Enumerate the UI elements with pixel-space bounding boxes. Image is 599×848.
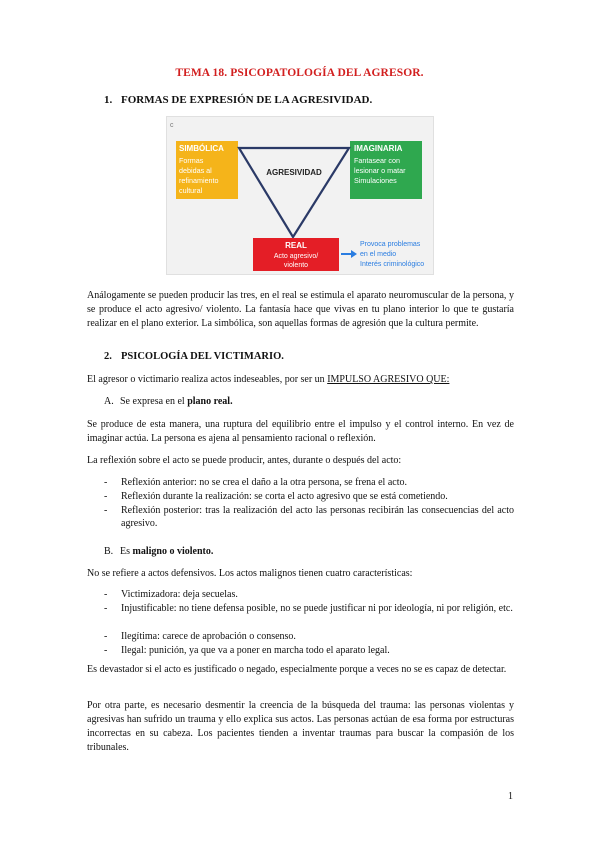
subsection-b-text: Es [120,546,133,557]
triangle-center-label: AGRESIVIDAD [266,168,322,177]
list-item: - Reflexión posterior: tras la realización del acto las personas recibirán las consecuencias del acto agresivo. [104,505,514,529]
subsection-a-letter: A. [104,396,114,407]
consequence-arrow-head [351,250,357,258]
paragraph-ruptura: Se produce de esta manera, una ruptura del equilibrio entre el impulso y el control interno. En vez de imaginar actúa. La persona es ajena al pensamiento racional o reflexión. [87,419,514,444]
imaginaria-title: IMAGINARIA [354,144,403,153]
paragraph-agresor [87,373,514,387]
section-2-title: PSICOLOGÍA DEL VICTIMARIO. [121,351,284,362]
list-item-text: Reflexión durante la realización: se corta el acto agresivo que se está cometiendo. [121,491,448,502]
list-item-text: Ilegal: punición, ya que va a poner en marcha todo el aparato legal. [121,645,390,656]
section-1-number: 1. [104,94,113,106]
consequence-line: Interés criminológico [360,261,425,268]
list-item: - Victimizadora: deja secuelas. [104,588,514,601]
subsection-b-bold: maligno o violento. [132,546,214,557]
impulso-agresivo-underlined: IMPULSO AGRESIVO QUE: [327,374,450,385]
real-line: violento [283,262,309,269]
subsection-a-text: Se expresa en el [120,396,188,407]
paragraph-trauma: Por otra parte, es necesario desmentir la creencia de la búsqueda del trauma: las personas violentas y agresivas han sufrido un trauma y ello explica sus actos. Las personas actúan de esa forma por estructuras incorrectas en su cabeza. Los pacientes tienden a inventar traumas para buscar la compasión de los tribunales. [87,700,514,753]
list-item: - Ilegítima: carece de aprobación o consenso. [104,630,514,643]
list-item-text: Reflexión anterior: no se crea el daño a la otra persona, se frena el acto. [121,477,407,488]
section-2-heading [104,351,284,362]
subsection-a-bold: plano real. [187,396,233,407]
list-item: - Ilegal: punición, ya que va a poner en marcha todo el aparato legal. [104,644,514,657]
simbolica-title: SIMBÓLICA [179,144,224,153]
imaginaria-line: lesionar o matar [354,166,406,175]
simbolica-line: Formas [179,156,204,165]
list-item-text: Victimizadora: deja secuelas. [121,589,238,600]
consequence-line: Provoca problemas [360,241,421,248]
subsection-a [104,396,233,407]
section-1-title: FORMAS DE EXPRESIÓN DE LA AGRESIVIDAD. [121,94,373,106]
list-item: - Injustificable: no tiene defensa posible, no se puede justificar ni por ideología, ni por religión, etc. [104,603,513,614]
aggression-diagram [166,116,434,275]
aggression-triangle [239,148,349,237]
subsection-b [104,546,213,557]
list-item-text: Injustificable: no tiene defensa posible, no se puede justificar ni por ideología, ni por religión, etc. [121,603,513,614]
list-item-text: Ilegítima: carece de aprobación o consenso. [121,631,296,642]
consequence-line: en el medio [360,251,397,258]
section-2-number: 2. [104,351,112,362]
imaginaria-line: Fantasear con [354,156,400,165]
paragraph-analogamente: Análogamente se pueden producir las tres, en el real se estimula el aparato neuromuscular de la persona, y se produce el acto agresivo/ violento. La fantasía hace que vivas en tu plano interior lo que te gustaría realizar en el plano exterior. La simbólica, son aquellas formas de agresión que la cultura permite. [87,290,514,329]
document-title: TEMA 18. PSICOPATOLOGÍA DEL AGRESOR. [175,67,424,79]
list-item: - Reflexión durante la realización: se corta el acto agresivo que se está cometiendo. [104,490,514,503]
paragraph-reflexion: La reflexión sobre el acto se puede producir, antes, durante o después del acto: [87,455,402,466]
simbolica-line: cultural [179,186,203,195]
subsection-b-letter: B. [104,546,114,557]
section-1-heading [104,94,372,106]
list-item: - Reflexión anterior: no se crea el daño a la otra persona, se frena el acto. [104,476,514,489]
imaginaria-line: Simulaciones [354,176,397,185]
real-line: Acto agresivo/ [273,253,319,260]
figure-corner-mark: c [170,122,174,129]
paragraph-no-defensivos: No se refiere a actos defensivos. Los actos malignos tienen cuatro características: [87,568,413,579]
paragraph-devastador: Es devastador si el acto es justificado o negado, especialmente porque a veces no se es capaz de detectar. [87,664,507,675]
real-title: REAL [285,241,307,250]
page-number: 1 [508,791,513,802]
list-item-text: Reflexión posterior: tras la realización del acto las personas recibirán las consecuencias del acto agresivo. [121,505,514,529]
simbolica-line: refinamiento [179,176,219,185]
simbolica-line: debidas al [179,166,212,175]
paragraph-agresor-text: El agresor o victimario realiza actos indeseables, por ser un [87,374,328,385]
